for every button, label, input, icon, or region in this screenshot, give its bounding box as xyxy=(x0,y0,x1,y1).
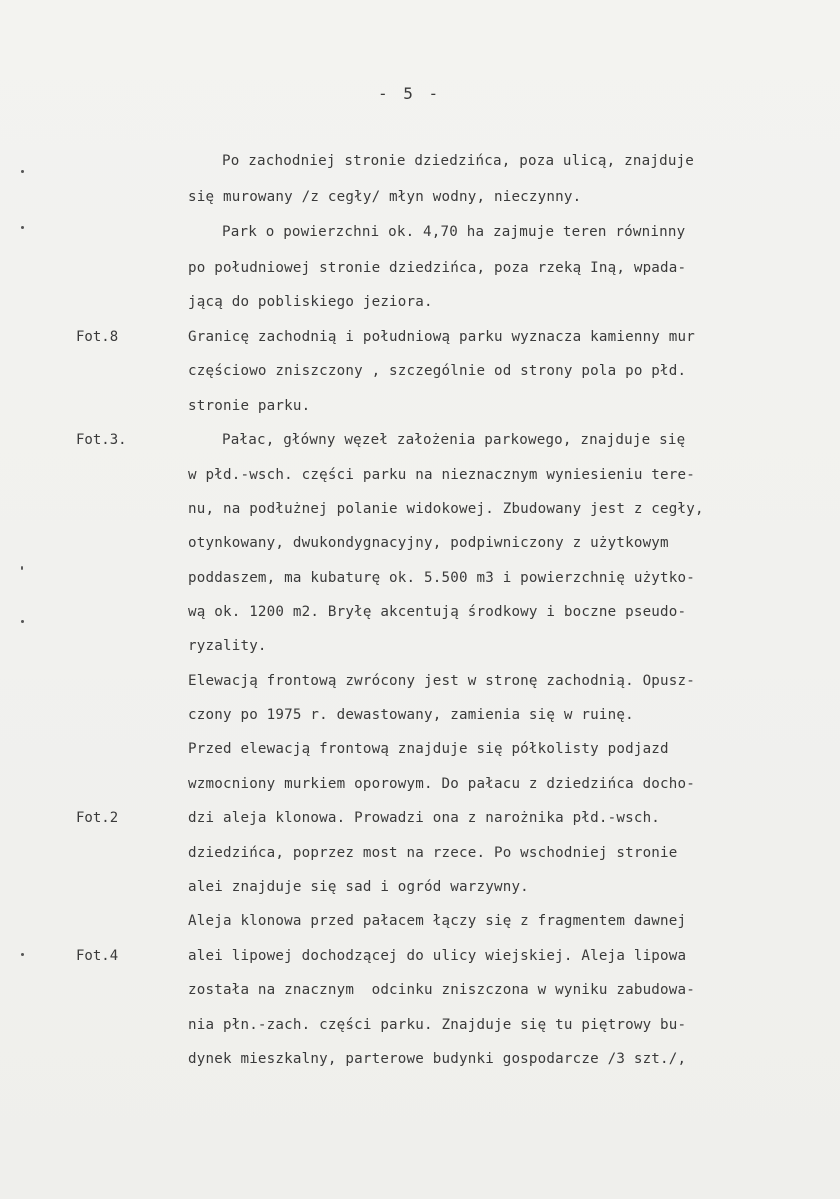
text-line: w płd.-wsch. części parku na nieznacznym wyniesieniu tere- xyxy=(188,467,696,483)
margin-speck xyxy=(21,620,24,623)
text-line: poddaszem, ma kubaturę ok. 5.500 m3 i powierzchnię użytko- xyxy=(188,570,696,586)
text-line: Po zachodniej stronie dziedzińca, poza ulicą, znajduje xyxy=(222,153,695,169)
text-line: wzmocniony murkiem oporowym. Do pałacu z dziedzińca docho- xyxy=(188,776,696,792)
margin-speck xyxy=(21,566,23,570)
text-line: Aleja klonowa przed pałacem łączy się z fragmentem dawnej xyxy=(188,913,687,929)
text-line: po południowej stronie dziedzińca, poza rzeką Iną, wpada- xyxy=(188,260,687,276)
text-line: jącą do pobliskiego jeziora. xyxy=(188,294,433,310)
text-line: wą ok. 1200 m2. Bryłę akcentują środkowy i boczne pseudo- xyxy=(188,604,687,620)
text-line: Przed elewacją frontową znajduje się półkolisty podjazd xyxy=(188,741,669,757)
text-line: Park o powierzchni ok. 4,70 ha zajmuje teren równinny xyxy=(222,224,686,240)
margin-speck xyxy=(21,226,24,229)
text-line: dynek mieszkalny, parterowe budynki gospodarcze /3 szt./, xyxy=(188,1051,687,1067)
text-line: dziedzińca, poprzez most na rzece. Po wschodniej stronie xyxy=(188,845,678,861)
photo-reference: Fot.8 xyxy=(76,329,119,345)
text-line: ryzality. xyxy=(188,638,267,654)
photo-reference: Fot.3. xyxy=(76,432,127,448)
text-line: stronie parku. xyxy=(188,398,311,414)
text-line: Elewacją frontową zwrócony jest w stronę zachodnią. Opusz- xyxy=(188,673,696,689)
text-line: Pałac, główny węzeł założenia parkowego, znajduje się xyxy=(222,432,686,448)
margin-speck xyxy=(21,170,24,173)
text-line: dzi aleja klonowa. Prowadzi ona z narożnika płd.-wsch. xyxy=(188,810,661,826)
photo-reference: Fot.2 xyxy=(76,810,119,826)
text-line: czony po 1975 r. dewastowany, zamienia się w ruinę. xyxy=(188,707,634,723)
text-line: otynkowany, dwukondygnacyjny, podpiwniczony z użytkowym xyxy=(188,535,669,551)
text-line: nia płn.-zach. części parku. Znajduje się tu piętrowy bu- xyxy=(188,1017,687,1033)
margin-speck xyxy=(21,953,24,956)
text-line: została na znacznym odcinku zniszczona w wyniku zabudowa- xyxy=(188,982,696,998)
text-line: alei lipowej dochodzącej do ulicy wiejskiej. Aleja lipowa xyxy=(188,948,687,964)
text-line: nu, na podłużnej polanie widokowej. Zbudowany jest z cegły, xyxy=(188,501,704,517)
text-line: częściowo zniszczony , szczególnie od strony pola po płd. xyxy=(188,363,687,379)
photo-reference: Fot.4 xyxy=(76,948,119,964)
text-line: alei znajduje się sad i ogród warzywny. xyxy=(188,879,529,895)
page-number: - 5 - xyxy=(378,84,442,103)
text-line: się murowany /z cegły/ młyn wodny, nieczynny. xyxy=(188,189,582,205)
text-line: Granicę zachodnią i południową parku wyznacza kamienny mur xyxy=(188,329,696,345)
